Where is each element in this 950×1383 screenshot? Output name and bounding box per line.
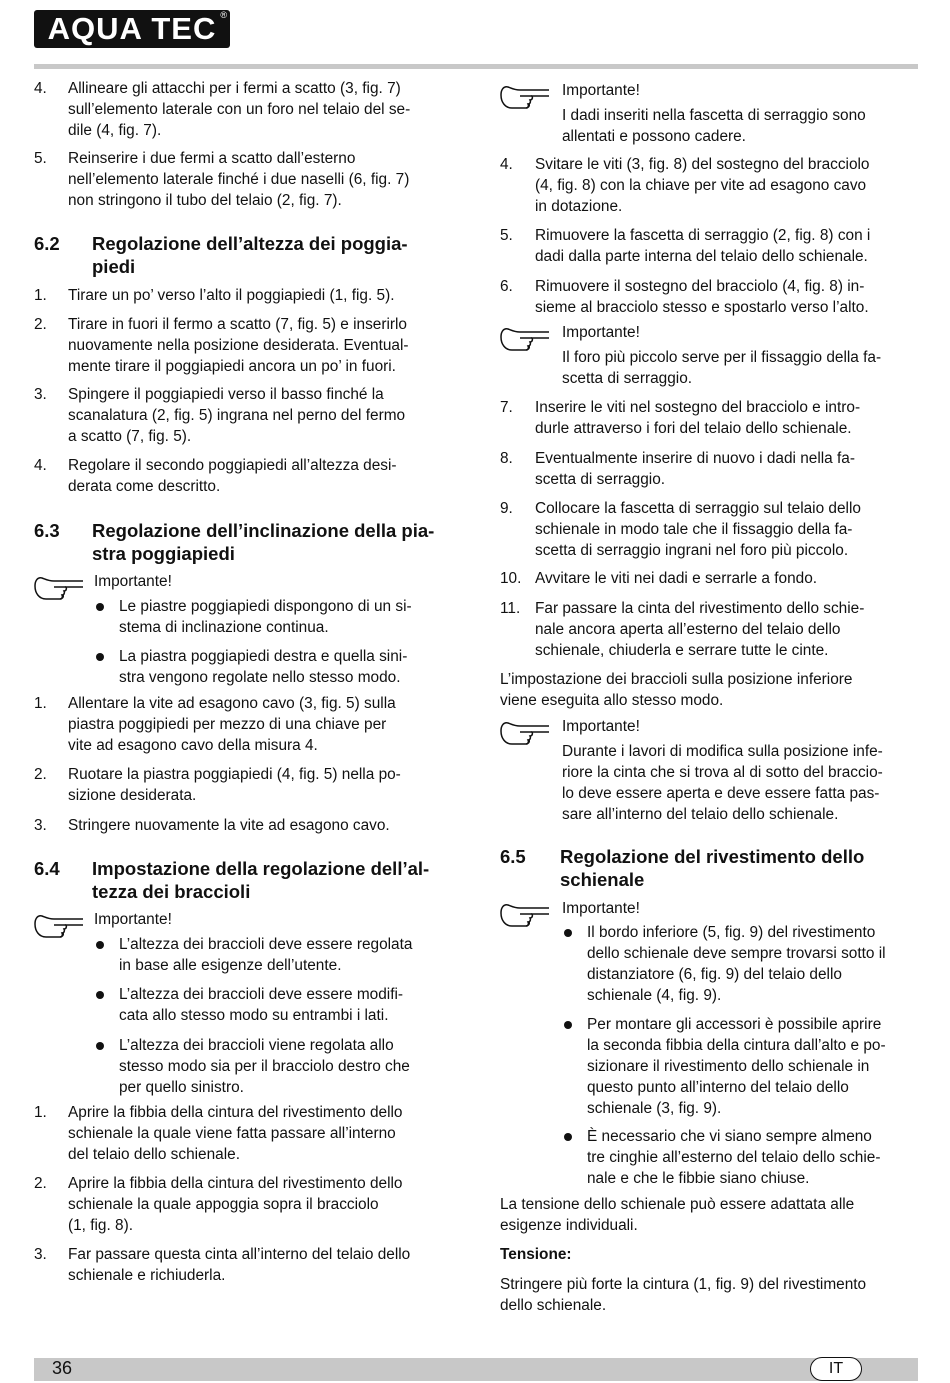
step-text: Regolare il secondo poggiapiedi all’altezza desi- derata come descritto. bbox=[68, 457, 397, 495]
step-text: Avvitare le viti nei dadi e serrarle a fondo. bbox=[535, 570, 818, 587]
section-number: 6.4 bbox=[34, 858, 60, 879]
pointing-hand-icon bbox=[500, 720, 550, 746]
pointing-hand-icon bbox=[500, 902, 550, 928]
pointing-hand-icon bbox=[34, 575, 84, 601]
important-text: Durante i lavori di modifica sulla posizione infe- riore la cinta che si trova al di sotto del braccio- lo deve essere aperta e deve essere fatta pas- sare all’interno del telaio dello schienale. bbox=[562, 743, 883, 823]
step-number: 9. bbox=[500, 500, 513, 517]
important-text: Il foro più piccolo serve per il fissaggio della fa- scetta di serraggio. bbox=[562, 349, 882, 387]
important-label: Importante! bbox=[562, 900, 640, 917]
step-text: Svitare le viti (3, fig. 8) del sostegno del bracciolo (4, fig. 8) con la chiave per vite ad esagono cavo in dotazione. bbox=[535, 156, 870, 215]
step-text: Allineare gli attacchi per i fermi a scatto (3, fig. 7) sull’elemento laterale con un foro nel telaio del se- dile (4, fig. 7). bbox=[68, 80, 411, 139]
bullet-text: L’altezza dei braccioli viene regolata allo stesso modo sia per il bracciolo destro che per quello sinistro. bbox=[119, 1037, 410, 1096]
bullet-dot bbox=[564, 929, 572, 937]
step-text: Tirare in fuori il fermo a scatto (7, fig. 5) e inserirlo nuovamente nella posizione desiderata. Eventual- mente tirare il poggiapiedi ancora un po’ in fuori. bbox=[68, 316, 409, 375]
step-number: 2. bbox=[34, 766, 47, 783]
step-text: Aprire la fibbia della cintura del rivestimento dello schienale la quale appoggia sopra il bracciolo (1, fig. 8). bbox=[68, 1175, 403, 1234]
tension-label: Tensione: bbox=[500, 1246, 572, 1263]
brand-logo bbox=[34, 10, 230, 48]
bullet-text: La piastra poggiapiedi destra e quella sini- stra vengono regolate nello stesso modo. bbox=[119, 648, 408, 686]
section-number: 6.2 bbox=[34, 233, 60, 254]
pointing-hand-icon bbox=[500, 326, 550, 352]
step-text: Reinserire i due fermi a scatto dall’esterno nell’elemento laterale finché i due naselli (6, fig. 7) non stringono il tubo del telaio (2, fig. 7). bbox=[68, 150, 410, 209]
step-number: 5. bbox=[34, 150, 47, 167]
bullet-text: Le piastre poggiapiedi dispongono di un si- stema di inclinazione continua. bbox=[119, 598, 412, 636]
step-text: Ruotare la piastra poggiapiedi (4, fig. 5) nella po- sizione desiderata. bbox=[68, 766, 401, 804]
step-number: 3. bbox=[34, 1246, 47, 1263]
step-text: Rimuovere la fascetta di serraggio (2, fig. 8) con i dadi dalla parte interna del telaio dello schienale. bbox=[535, 227, 871, 265]
step-number: 4. bbox=[34, 80, 47, 97]
bullet-dot bbox=[96, 991, 104, 999]
step-number: 1. bbox=[34, 695, 47, 712]
section-title: Regolazione dell’inclinazione della pia- stra poggiapiedi bbox=[92, 520, 435, 564]
step-number: 5. bbox=[500, 227, 513, 244]
step-text: Far passare questa cinta all’interno del telaio dello schienale e richiuderla. bbox=[68, 1246, 411, 1284]
header-rule bbox=[34, 64, 918, 69]
important-note bbox=[34, 571, 464, 691]
important-text: I dadi inseriti nella fascetta di serraggio sono allentati e possono cadere. bbox=[562, 107, 866, 145]
step-text: Allentare la vite ad esagono cavo (3, fig. 5) sulla piastra poggipiedi per mezzo di una chiave per vite ad esagono cavo della misura 4. bbox=[68, 695, 396, 754]
bullet-text: Il bordo inferiore (5, fig. 9) del rivestimento dello schienale deve sempre trovarsi sotto il distanziatore (6, fig. 9) del telaio dello schienale (4, fig. 9). bbox=[587, 924, 886, 1004]
paragraph: L’impostazione dei braccioli sulla posizione inferiore viene eseguita allo stesso modo. bbox=[500, 671, 853, 709]
bullet-text: L’altezza dei braccioli deve essere regolata in base alle esigenze dell’utente. bbox=[119, 936, 413, 974]
step-text: Spingere il poggiapiedi verso il basso finché la scanalatura (2, fig. 5) ingrana nel perno del fermo a scatto (7, fig. 5). bbox=[68, 386, 406, 445]
section-title: Impostazione della regolazione dell’al- tezza dei braccioli bbox=[92, 858, 430, 902]
important-note bbox=[500, 898, 940, 1193]
bullet-dot bbox=[564, 1021, 572, 1029]
section-number: 6.5 bbox=[500, 846, 526, 867]
important-label: Importante! bbox=[94, 573, 172, 590]
important-label: Importante! bbox=[562, 718, 640, 735]
step-text: Eventualmente inserire di nuovo i dadi nella fa- scetta di serraggio. bbox=[535, 450, 855, 488]
step-number: 1. bbox=[34, 1104, 47, 1121]
section-title: Regolazione del rivestimento dello schienale bbox=[560, 846, 865, 890]
footer-bar bbox=[34, 1358, 918, 1381]
step-number: 2. bbox=[34, 316, 47, 333]
section-title: Regolazione dell’altezza dei poggia- piedi bbox=[92, 233, 408, 277]
important-label: Importante! bbox=[94, 911, 172, 928]
bullet-dot bbox=[564, 1133, 572, 1141]
important-label: Importante! bbox=[562, 324, 640, 341]
step-text: Inserire le viti nel sostegno del bracciolo e intro- durle attraverso i fori del telaio dello schienale. bbox=[535, 399, 861, 437]
brand-logo-text: AQUA TEC bbox=[47, 11, 217, 46]
step-number: 2. bbox=[34, 1175, 47, 1192]
step-text: Aprire la fibbia della cintura del rivestimento dello schienale la quale viene fatta passare all’interno del telaio dello schienale. bbox=[68, 1104, 403, 1163]
paragraph: Stringere più forte la cintura (1, fig. 9) del rivestimento dello schienale. bbox=[500, 1276, 867, 1314]
important-note bbox=[34, 909, 464, 1099]
step-number: 10. bbox=[500, 570, 522, 587]
bullet-text: È necessario che vi siano sempre almeno tre cinghie all’esterno del telaio dello schie- nale e che le fibbie siano chiuse. bbox=[587, 1128, 881, 1187]
bullet-dot bbox=[96, 1042, 104, 1050]
step-number: 3. bbox=[34, 817, 47, 834]
step-number: 3. bbox=[34, 386, 47, 403]
page-number: 36 bbox=[52, 1358, 73, 1378]
important-note bbox=[500, 80, 930, 150]
step-number: 7. bbox=[500, 399, 513, 416]
step-number: 8. bbox=[500, 450, 513, 467]
step-number: 1. bbox=[34, 287, 47, 304]
important-note bbox=[500, 716, 930, 826]
section-number: 6.3 bbox=[34, 520, 60, 541]
paragraph: La tensione dello schienale può essere adattata alle esigenze individuali. bbox=[500, 1196, 855, 1234]
important-label: Importante! bbox=[562, 82, 640, 99]
step-text: Stringere nuovamente la vite ad esagono cavo. bbox=[68, 817, 390, 834]
step-number: 4. bbox=[34, 457, 47, 474]
pointing-hand-icon bbox=[34, 913, 84, 939]
important-note bbox=[500, 322, 930, 392]
step-number: 11. bbox=[500, 600, 521, 617]
bullet-dot bbox=[96, 603, 104, 611]
step-text: Far passare la cinta del rivestimento dello schie- nale ancora aperta all’esterno del telaio dello schienale, chiuderla e serrare tutte le cinte. bbox=[535, 600, 865, 659]
bullet-dot bbox=[96, 653, 104, 661]
registered-mark: ® bbox=[220, 10, 227, 20]
bullet-text: Per montare gli accessori è possibile aprire la seconda fibbia della cintura dall’alto e po- sizionare il rivestimento dello schienale in questo punto all’interno del telaio dello schienale (3, fig. 9). bbox=[587, 1016, 886, 1117]
step-number: 4. bbox=[500, 156, 513, 173]
language-badge: IT bbox=[810, 1357, 862, 1381]
pointing-hand-icon bbox=[500, 84, 550, 110]
step-number: 6. bbox=[500, 278, 513, 295]
bullet-text: L’altezza dei braccioli deve essere modifi- cata allo stesso modo su entrambi i lati. bbox=[119, 986, 404, 1024]
step-text: Rimuovere il sostegno del bracciolo (4, fig. 8) in- sieme al bracciolo stesso e spostarlo verso l’alto. bbox=[535, 278, 869, 316]
step-text: Tirare un po’ verso l’alto il poggiapiedi (1, fig. 5). bbox=[68, 287, 395, 304]
bullet-dot bbox=[96, 941, 104, 949]
step-text: Collocare la fascetta di serraggio sul telaio dello schienale in modo tale che il fissaggio della fa- scetta di serraggio ingrani nel foro più piccolo. bbox=[535, 500, 861, 559]
